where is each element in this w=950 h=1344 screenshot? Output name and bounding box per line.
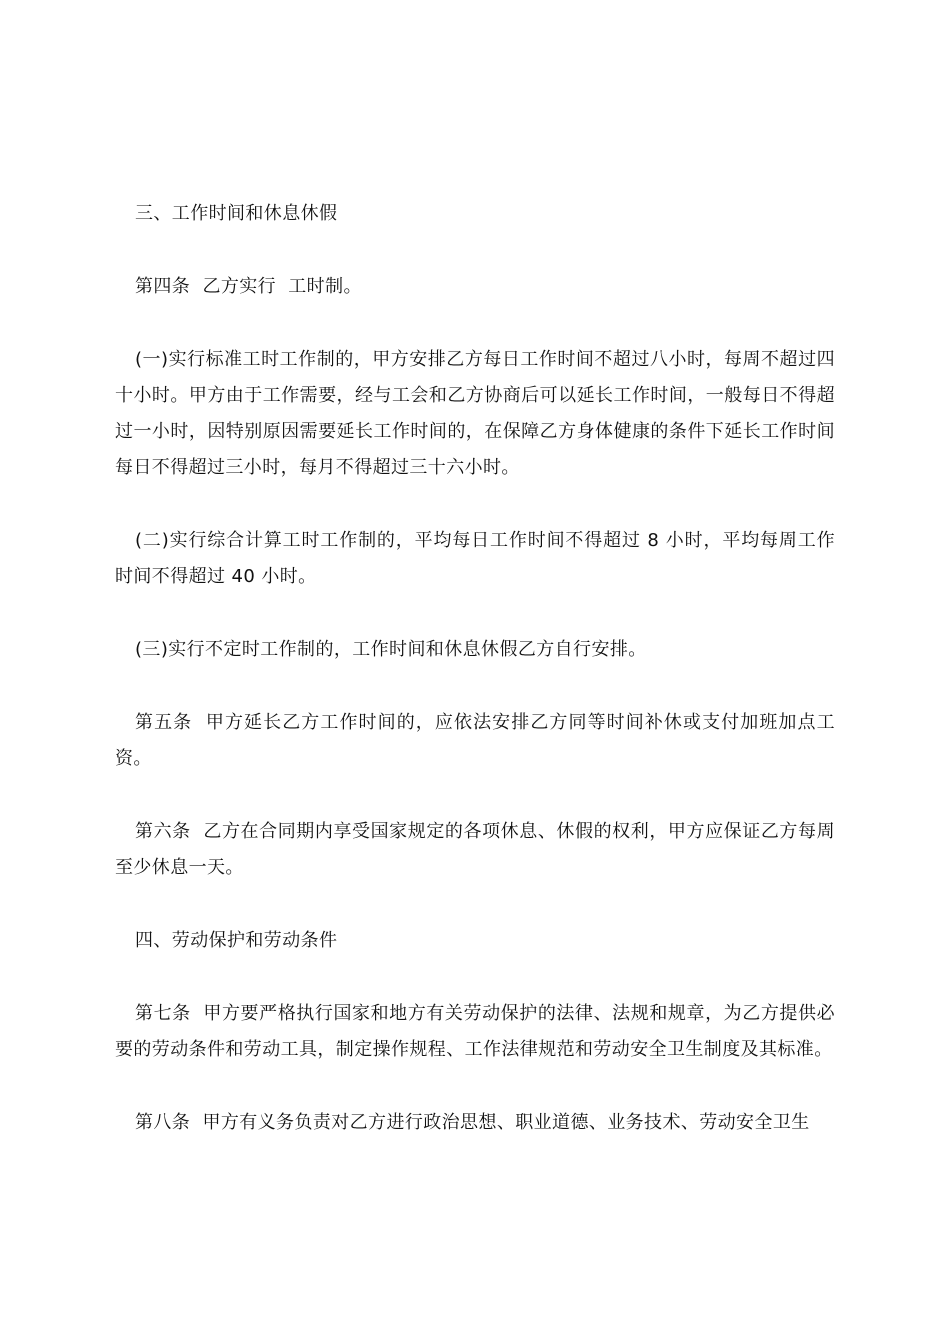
article-7: 第七条 甲方要严格执行国家和地方有关劳动保护的法律、法规和规章，为乙方提供必要的劳动条件和劳动工具，制定操作规程、工作法律规范和劳动安全卫生制度及其标准。 — [115, 1003, 835, 1060]
paragraph-gap — [115, 959, 835, 996]
article-8: 第八条 甲方有义务负责对乙方进行政治思想、职业道德、业务技术、劳动安全卫生 — [135, 1112, 810, 1133]
section-heading-4: 四、劳动保护和劳动条件 — [135, 930, 338, 951]
document-body — [115, 196, 835, 1141]
article-4-item-1: (一)实行标准工时工作制的，甲方安排乙方每日工作时间不超过八小时，每周不超过四十小时。甲方由于工作需要，经与工会和乙方协商后可以延长工作时间，一般每日不得超过一小时，因特别原因需要延长工作时间的，在保障乙方身体健康的条件下延长工作时间每日不得超过三小时，每月不得超过三十六小时。 — [115, 349, 835, 478]
paragraph-gap — [115, 486, 835, 523]
article-4-item-2: (二)实行综合计算工时工作制的，平均每日工作时间不得超过 8 小时，平均每周工作时间不得超过 40 小时。 — [115, 530, 835, 587]
article-6: 第六条 乙方在合同期内享受国家规定的各项休息、休假的权利，甲方应保证乙方每周至少休息一天。 — [115, 821, 835, 878]
section-heading-3: 三、工作时间和休息休假 — [135, 203, 338, 224]
article-4: 第四条 乙方实行 工时制。 — [135, 276, 362, 297]
paragraph-gap — [115, 1068, 835, 1105]
paragraph-gap — [115, 232, 835, 269]
paragraph-gap — [115, 595, 835, 632]
article-5: 第五条 甲方延长乙方工作时间的，应依法安排乙方同等时间补休或支付加班加点工资。 — [115, 712, 835, 769]
paragraph-gap — [115, 886, 835, 923]
article-4-item-3: (三)实行不定时工作制的，工作时间和休息休假乙方自行安排。 — [135, 639, 647, 660]
paragraph-gap — [115, 305, 835, 342]
paragraph-gap — [115, 668, 835, 705]
paragraph-gap — [115, 777, 835, 814]
